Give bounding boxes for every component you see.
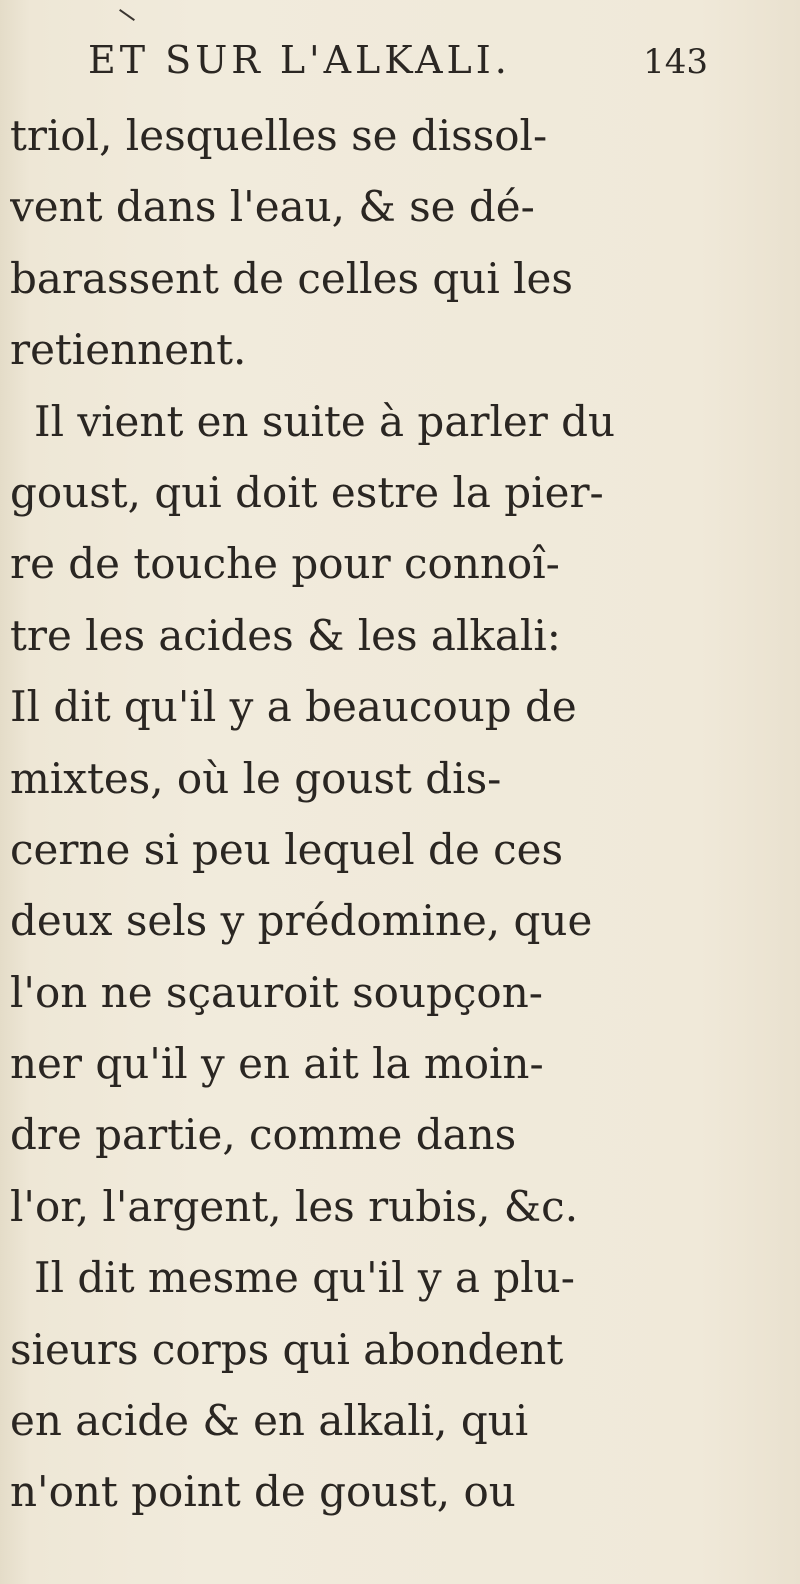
text-line: sieurs corps qui abondent xyxy=(10,1324,564,1374)
text-line: l'on ne sçauroit soupçon- xyxy=(10,967,543,1017)
text-line: goust, qui doit estre la pier- xyxy=(10,467,604,517)
page-header xyxy=(88,38,708,98)
text-line: n'ont point de goust, ou xyxy=(10,1467,516,1517)
text-line: re de touche pour connoî- xyxy=(10,539,560,589)
text-line: en acide & en alkali, qui xyxy=(10,1396,529,1446)
text-line: dre partie, comme dans xyxy=(10,1110,517,1160)
text-line: ner qu'il y en ait la moin- xyxy=(10,1039,544,1089)
body-text xyxy=(10,100,650,1528)
text-line: mixtes, où le goust dis- xyxy=(10,753,502,803)
text-line: tre les acides & les alkali: xyxy=(10,610,561,660)
running-title: ET SUR L'ALKALI. xyxy=(88,38,511,82)
text-line: l'or, l'argent, les rubis, &c. xyxy=(10,1181,579,1231)
text-line: deux sels y prédomine, que xyxy=(10,896,593,946)
text-line: Il dit mesme qu'il y a plu- xyxy=(34,1253,575,1303)
text-line: cerne si peu lequel de ces xyxy=(10,824,564,874)
text-line: Il dit qu'il y a beaucoup de xyxy=(10,682,577,732)
text-line: retiennent. xyxy=(10,325,247,375)
text-line: vent dans l'eau, & se dé- xyxy=(10,182,535,232)
text-line: triol, lesquelles se dissol- xyxy=(10,111,548,160)
text-line: Il vient en suite à parler du xyxy=(34,396,616,446)
ink-mark xyxy=(119,9,135,21)
page-number: 143 xyxy=(643,42,708,82)
text-line: barassent de celles qui les xyxy=(10,253,573,303)
